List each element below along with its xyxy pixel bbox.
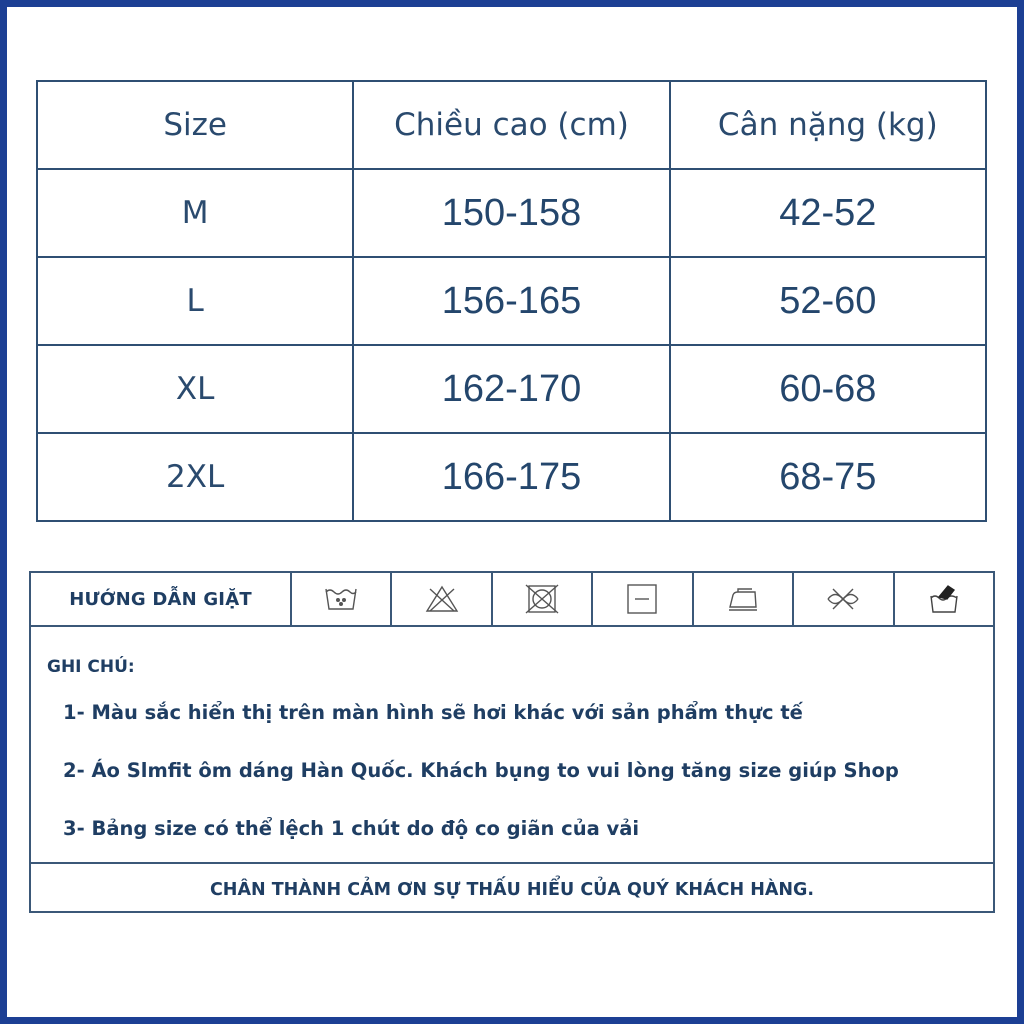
header-weight: Cân nặng (kg) xyxy=(670,81,986,169)
note-item: 3- Bảng size có thể lệch 1 chút do độ co giãn của vải xyxy=(63,817,640,840)
do-not-bleach-icon xyxy=(392,573,492,625)
thank-you-message: CHÂN THÀNH CẢM ƠN SỰ THẤU HIỂU CỦA QUÝ KHÁCH HÀNG. xyxy=(31,862,993,915)
size-value: L xyxy=(37,257,353,345)
height-value: 156-165 xyxy=(353,257,669,345)
machine-wash-30-icon xyxy=(292,573,392,625)
do-not-dry-clean-icon xyxy=(794,573,894,625)
weight-value: 52-60 xyxy=(670,257,986,345)
table-row xyxy=(37,345,986,433)
hand-wash-icon xyxy=(895,573,993,625)
note-item: 1- Màu sắc hiển thị trên màn hình sẽ hơi khác với sản phẩm thực tế xyxy=(63,701,803,724)
do-not-tumble-dry-icon xyxy=(493,573,593,625)
care-notes-box xyxy=(29,571,995,913)
height-value: 166-175 xyxy=(353,433,669,521)
header-size: Size xyxy=(37,81,353,169)
iron-low-heat-icon xyxy=(694,573,794,625)
dry-flat-icon xyxy=(593,573,693,625)
table-row xyxy=(37,257,986,345)
table-header-row xyxy=(37,81,986,169)
wash-guide-title: HƯỚNG DẪN GIẶT xyxy=(31,573,292,625)
weight-value: 42-52 xyxy=(670,169,986,257)
weight-value: 60-68 xyxy=(670,345,986,433)
header-height: Chiều cao (cm) xyxy=(353,81,669,169)
size-chart-table xyxy=(36,80,987,522)
height-value: 150-158 xyxy=(353,169,669,257)
wash-guide-row xyxy=(31,573,993,627)
note-item: 2- Áo Slmfit ôm dáng Hàn Quốc. Khách bụng to vui lòng tăng size giúp Shop xyxy=(63,759,899,782)
size-value: XL xyxy=(37,345,353,433)
weight-value: 68-75 xyxy=(670,433,986,521)
notes-title: GHI CHÚ: xyxy=(47,657,135,677)
table-row xyxy=(37,169,986,257)
size-value: 2XL xyxy=(37,433,353,521)
table-row xyxy=(37,433,986,521)
height-value: 162-170 xyxy=(353,345,669,433)
size-value: M xyxy=(37,169,353,257)
